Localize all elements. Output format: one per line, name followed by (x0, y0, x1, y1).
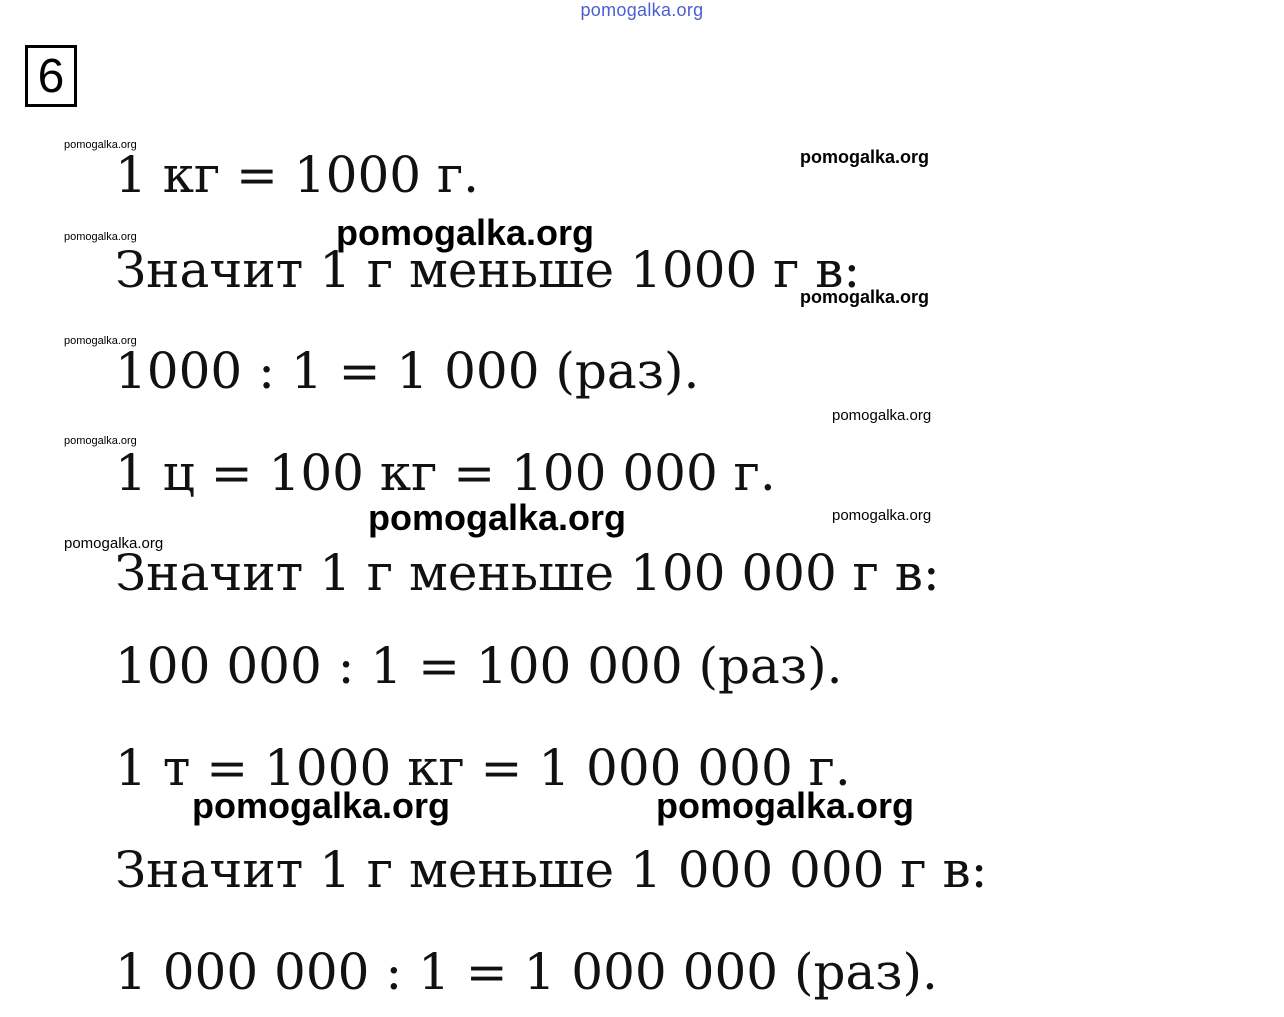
solution-line-5: Значит 1 г меньше 100 000 г в: (115, 544, 940, 602)
watermark-large: pomogalka.org (368, 497, 627, 538)
solution-line-6: 100 000 : 1 = 100 000 (раз). (115, 637, 843, 695)
task-number-box: 6 (25, 45, 77, 107)
watermark-large: pomogalka.org (192, 785, 451, 826)
solution-line-2: Значит 1 г меньше 1000 г в: (115, 241, 861, 299)
solution-line-9: 1 000 000 : 1 = 1 000 000 (раз). (115, 943, 938, 1001)
watermark-small: pomogalka.org (64, 335, 137, 347)
site-header-watermark: pomogalka.org (580, 0, 704, 20)
watermark-large: pomogalka.org (656, 785, 915, 826)
watermark-small: pomogalka.org (832, 507, 932, 524)
solution-line-4: 1 ц = 100 кг = 100 000 г. (115, 444, 776, 502)
watermark-medium: pomogalka.org (800, 287, 930, 307)
solution-line-8: Значит 1 г меньше 1 000 000 г в: (115, 841, 988, 899)
watermark-small: pomogalka.org (64, 435, 137, 447)
watermark-small: pomogalka.org (64, 139, 137, 151)
solution-line-3: 1000 : 1 = 1 000 (раз). (115, 342, 700, 400)
watermark-small: pomogalka.org (64, 231, 137, 243)
watermark-large: pomogalka.org (336, 212, 595, 253)
solution-line-1: 1 кг = 1000 г. (115, 146, 480, 204)
watermark-small: pomogalka.org (64, 535, 164, 552)
watermark-small: pomogalka.org (832, 407, 932, 424)
watermark-medium: pomogalka.org (800, 147, 930, 167)
solution-line-7: 1 т = 1000 кг = 1 000 000 г. (115, 739, 851, 797)
